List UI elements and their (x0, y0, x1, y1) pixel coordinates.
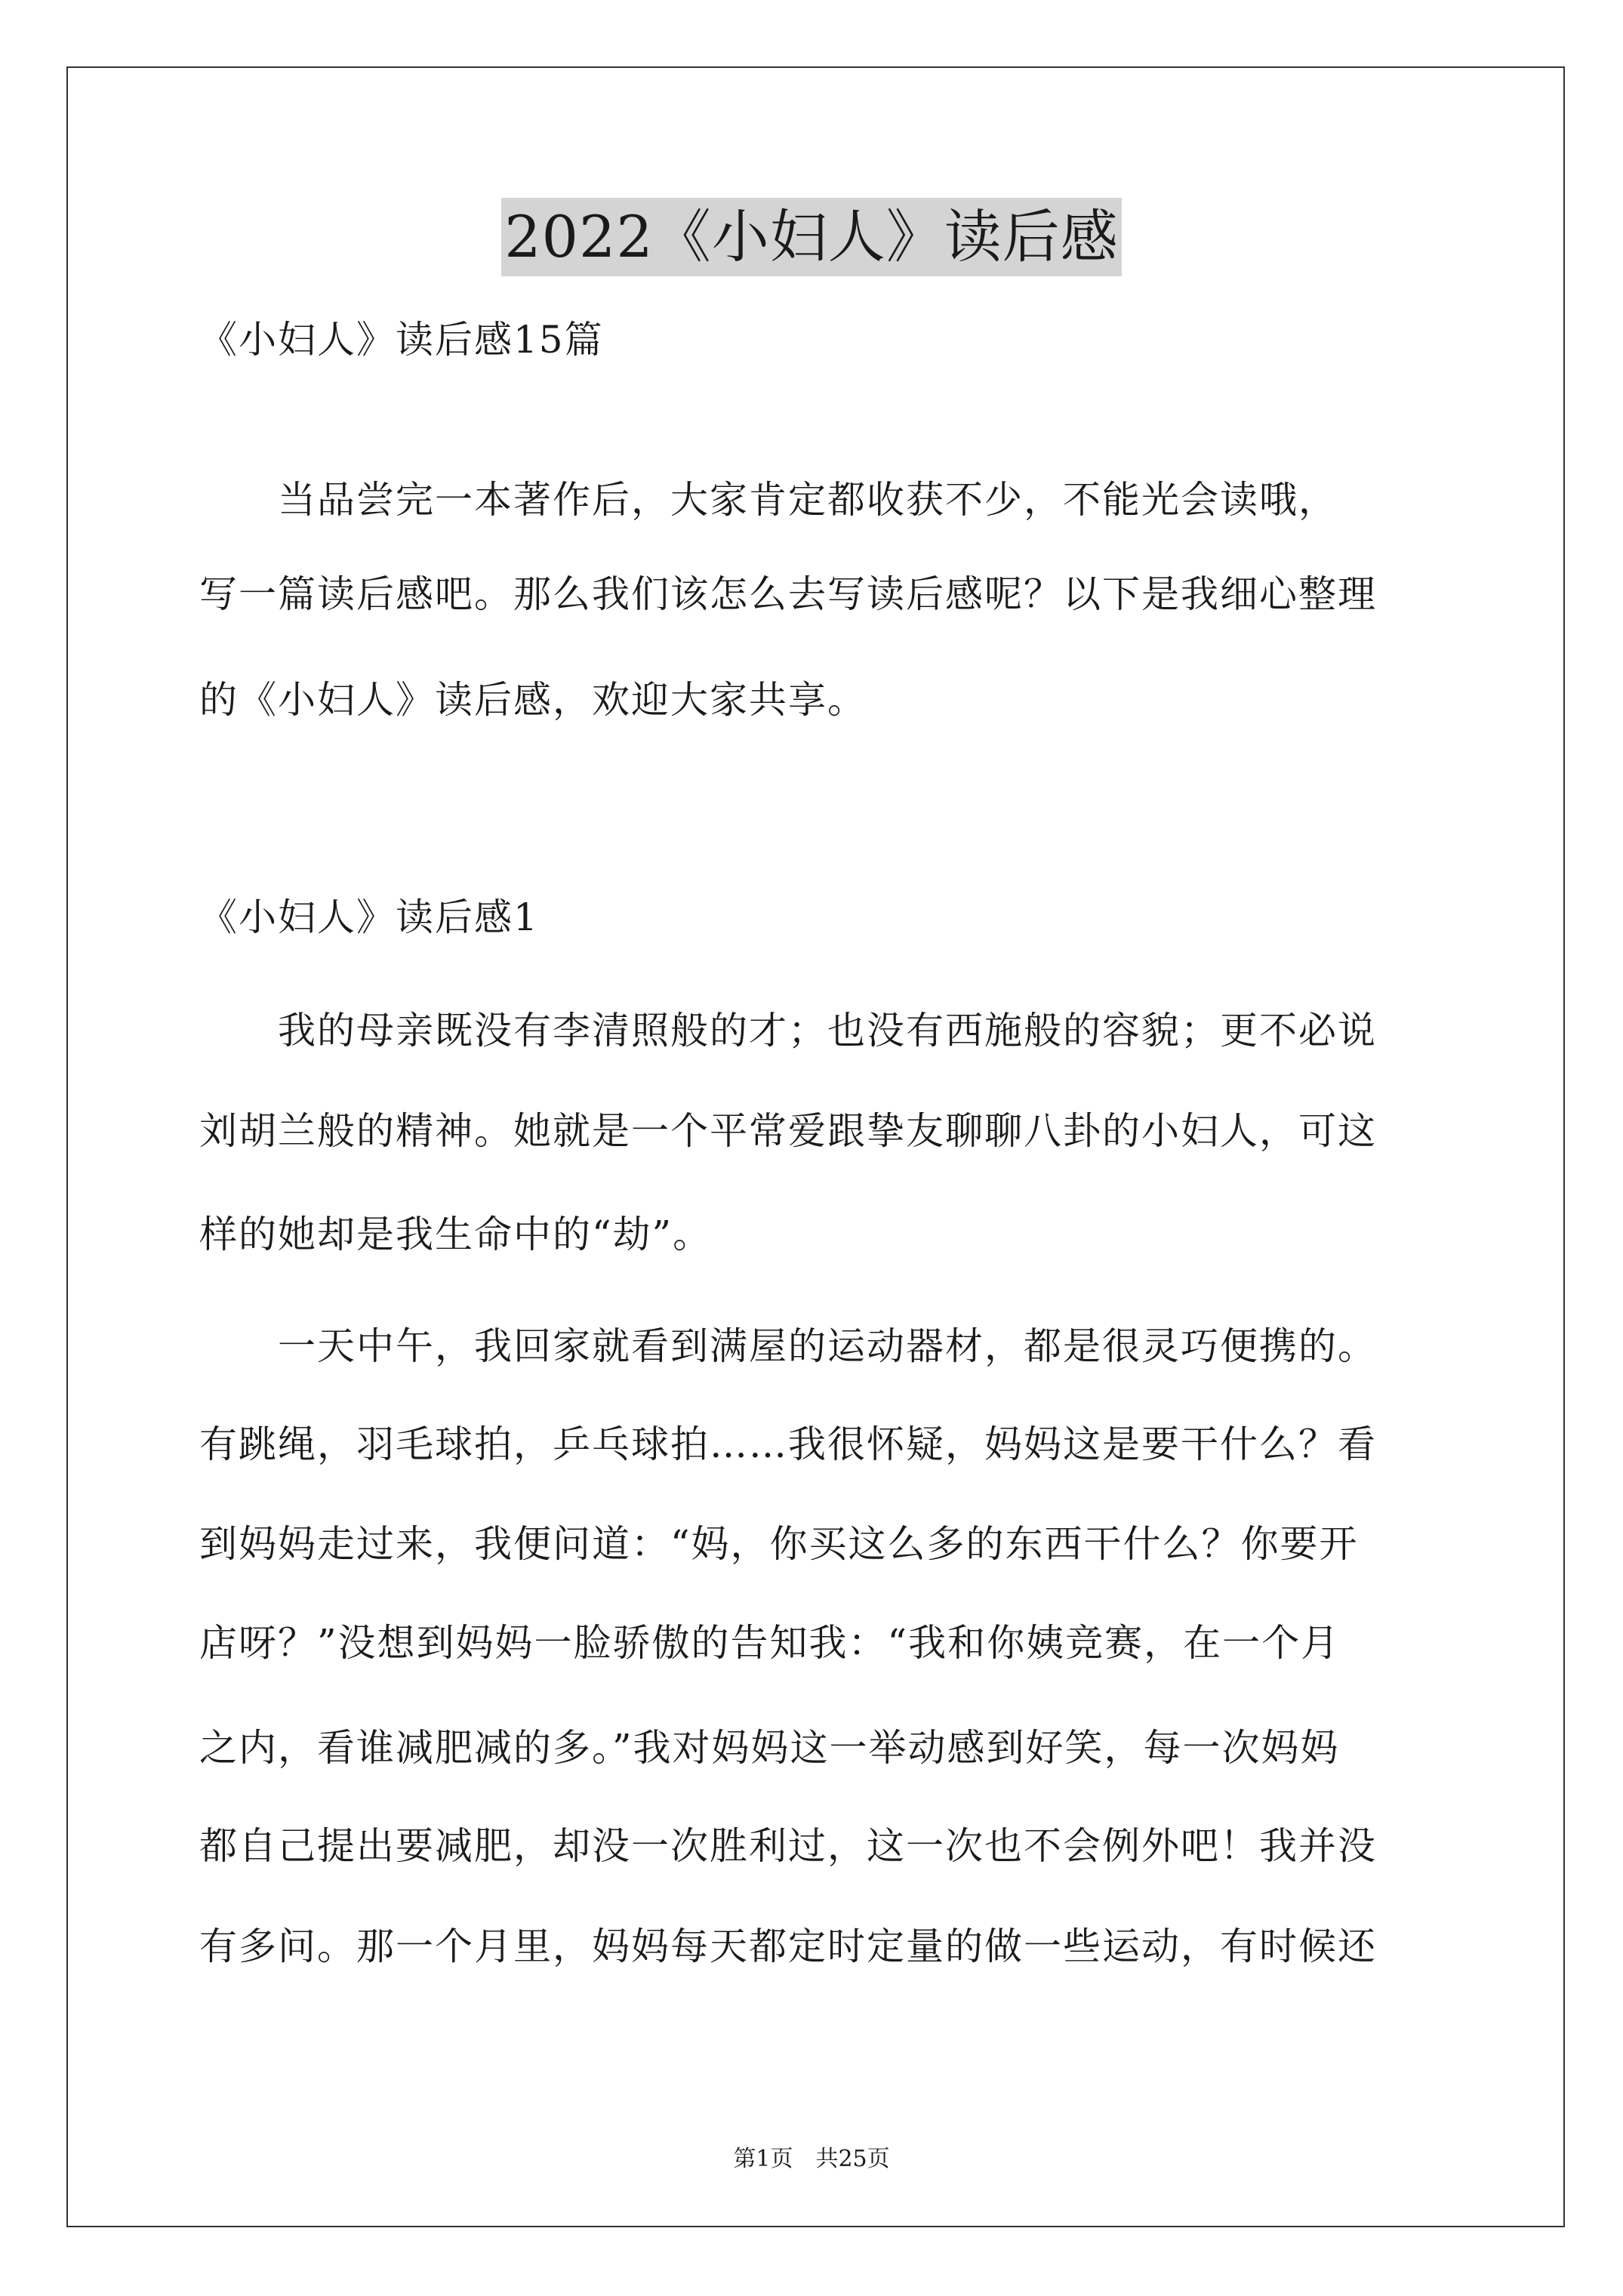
body-line-9: 都自己提出要减肥，却没一次胜利过，这一次也不会例外吧！我并没 (199, 1824, 1377, 1868)
intro-line-3: 的《小妇人》读后感，欢迎大家共享。 (199, 678, 867, 722)
body-line-10: 有多问。那一个月里，妈妈每天都定时定量的做一些运动，有时候还 (199, 1925, 1377, 1968)
title-container (0, 198, 1623, 276)
intro-line-2: 写一篇读后感吧。那么我们该怎么去写读后感呢？以下是我细心整理 (199, 572, 1377, 616)
document-title: 2022《小妇人》读后感 (501, 198, 1121, 276)
body-line-2: 刘胡兰般的精神。她就是一个平常爱跟挚友聊聊八卦的小妇人，可这 (199, 1109, 1377, 1153)
body-line-3: 样的她却是我生命中的“劫”。 (199, 1213, 713, 1256)
body-line-1: 我的母亲既没有李清照般的才；也没有西施般的容貌；更不必说 (199, 1009, 1377, 1052)
body-line-5: 有跳绳，羽毛球拍，乒乓球拍……我很怀疑，妈妈这是要干什么？看 (199, 1422, 1377, 1466)
body-line-4: 一天中午，我回家就看到满屋的运动器材，都是很灵巧便携的。 (199, 1324, 1377, 1368)
document-subtitle: 《小妇人》读后感15篇 (199, 318, 604, 362)
intro-line-1: 当品尝完一本著作后，大家肯定都收获不少，不能光会读哦， (199, 478, 1338, 522)
section-heading: 《小妇人》读后感1 (199, 895, 539, 939)
body-line-6: 到妈妈走过来，我便问道：“妈，你买这么多的东西干什么？你要开 (199, 1522, 1359, 1566)
body-line-8: 之内，看谁减肥减的多。”我对妈妈这一举动感到好笑，每一次妈妈 (199, 1726, 1340, 1770)
page-footer: 第1页 共25页 (733, 2146, 890, 2172)
body-line-7: 店呀？”没想到妈妈一脸骄傲的告知我：“我和你姨竞赛，在一个月 (199, 1621, 1341, 1665)
